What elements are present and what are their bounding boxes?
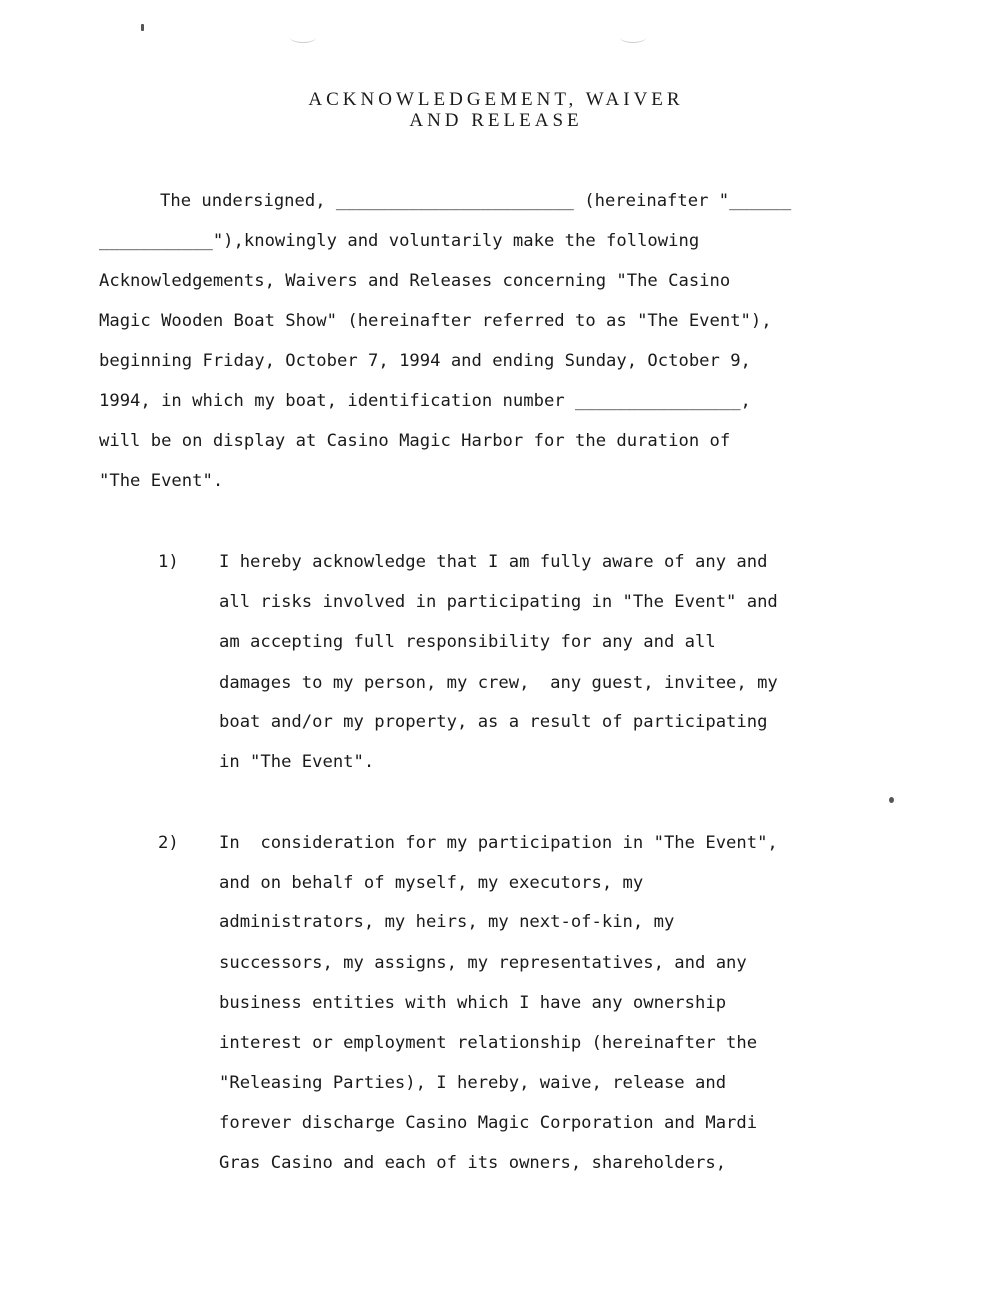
item-2-line: business entities with which I have any ownership — [219, 993, 727, 1013]
intro-line: Acknowledgements, Waivers and Releases concerning "The Casino — [99, 271, 731, 291]
scan-speck — [889, 797, 894, 803]
intro-line: will be on display at Casino Magic Harbor for the duration of — [99, 431, 731, 451]
document-title-line-2: AND RELEASE — [409, 110, 583, 131]
item-2-line: forever discharge Casino Magic Corporation and Mardi — [219, 1113, 758, 1133]
item-2-line: Gras Casino and each of its owners, shareholders, — [219, 1153, 727, 1173]
intro-line: Magic Wooden Boat Show" (hereinafter referred to as "The Event"), — [99, 311, 772, 331]
item-2-line: In consideration for my participation in "The Event", — [219, 833, 778, 853]
intro-line: beginning Friday, October 7, 1994 and ending Sunday, October 9, — [99, 351, 751, 371]
item-1-line: in "The Event". — [219, 752, 375, 772]
punch-hole-mark — [620, 32, 646, 43]
item-1-line: boat and/or my property, as a result of participating — [219, 712, 768, 732]
item-2-line: and on behalf of myself, my executors, my — [219, 873, 644, 893]
item-1-line: all risks involved in participating in "The Event" and — [219, 592, 778, 612]
intro-line: ___________"),knowingly and voluntarily make the following — [99, 231, 700, 251]
intro-line: 1994, in which my boat, identification number ________________, — [99, 391, 751, 411]
item-1-line: I hereby acknowledge that I am fully aware of any and — [219, 552, 768, 572]
intro-line: The undersigned, _______________________ (hereinafter "______ — [160, 191, 792, 211]
item-number: 2) — [158, 833, 179, 853]
item-2-line: "Releasing Parties), I hereby, waive, release and — [219, 1073, 727, 1093]
item-2-line: administrators, my heirs, my next-of-kin, my — [219, 912, 675, 932]
item-2-line: interest or employment relationship (hereinafter the — [219, 1033, 758, 1053]
item-number: 1) — [158, 552, 179, 572]
scan-speck — [141, 24, 144, 31]
document-title-line-1: ACKNOWLEDGEMENT, WAIVER — [308, 89, 684, 110]
item-1-line: am accepting full responsibility for any and all — [219, 632, 716, 652]
intro-line: "The Event". — [99, 471, 224, 491]
item-2-line: successors, my assigns, my representatives, and any — [219, 953, 747, 973]
item-1-line: damages to my person, my crew, any guest, invitee, my — [219, 673, 778, 693]
punch-hole-mark — [290, 32, 316, 43]
